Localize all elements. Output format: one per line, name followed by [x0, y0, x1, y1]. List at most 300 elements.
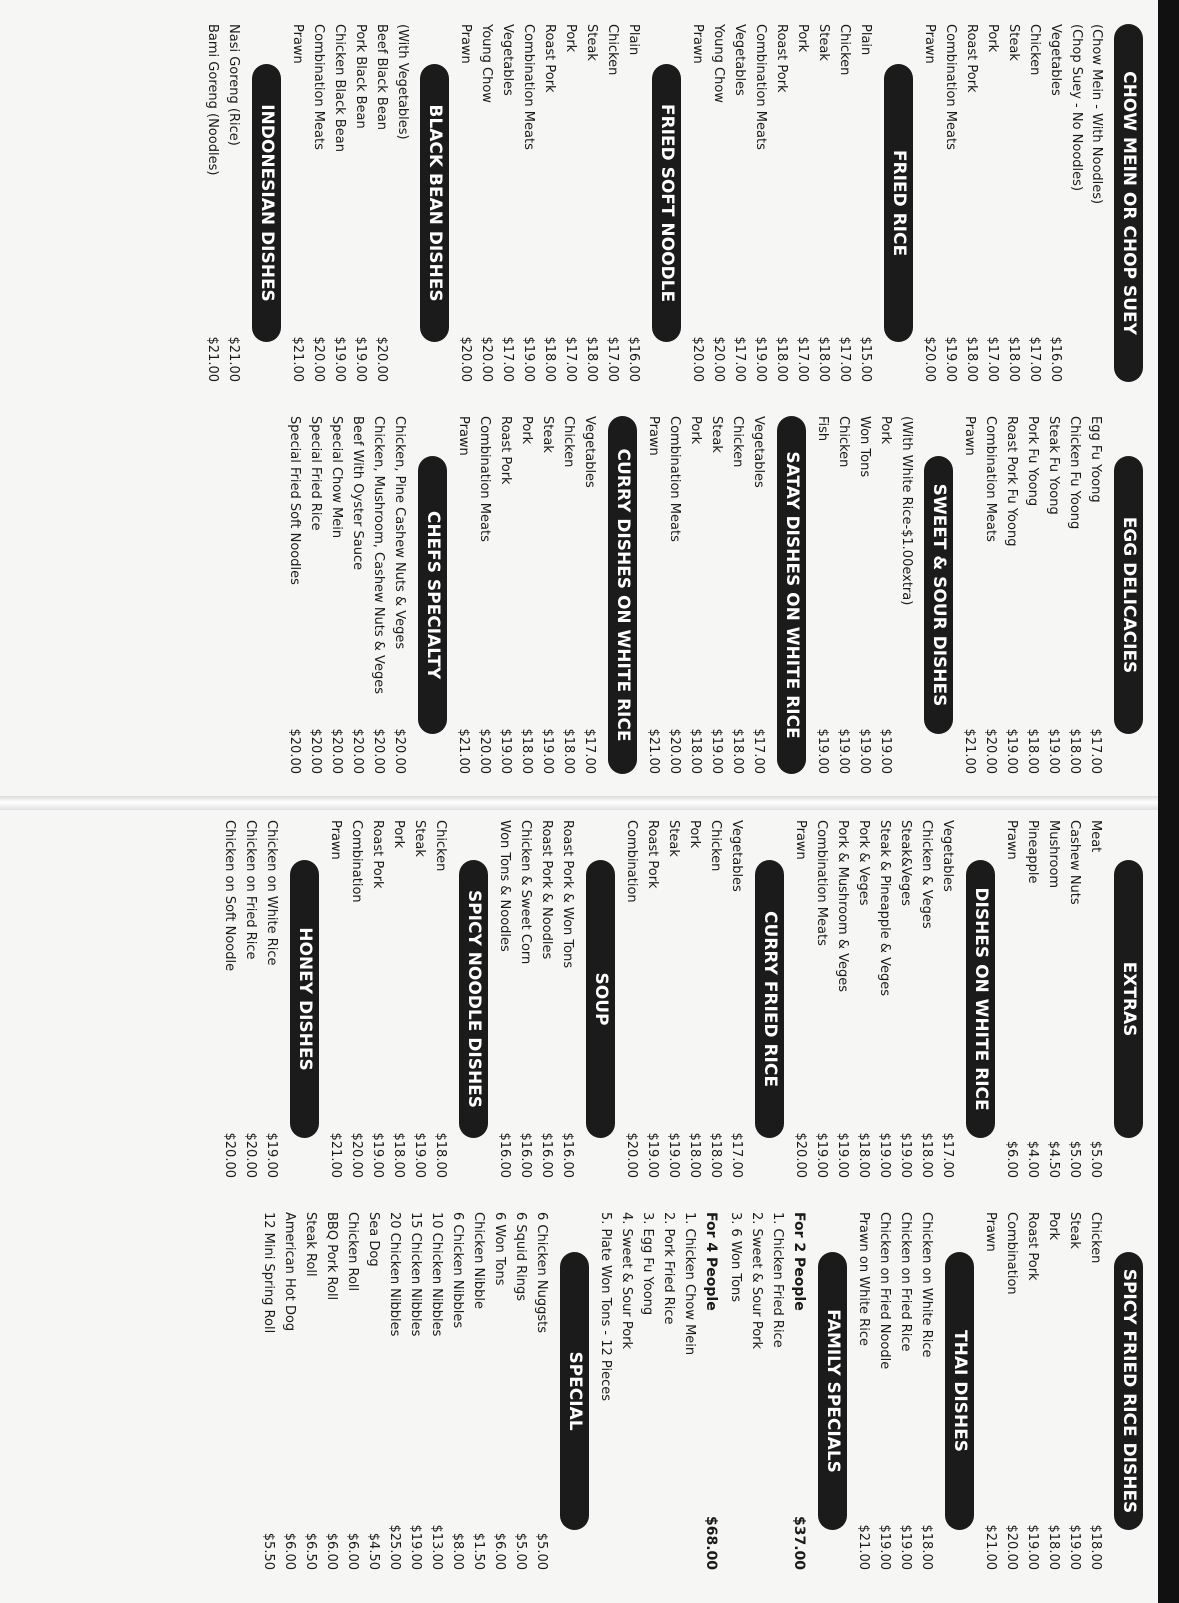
menu-item-row [510, 1212, 531, 1570]
menu-item-row [874, 1212, 895, 1570]
menu-item-name: 20 Chicken Nibbles [387, 1212, 402, 1337]
menu-item-price: $19.00 [877, 1524, 892, 1570]
section-header: THAI DISHES [945, 1252, 974, 1530]
menu-item-price: $20.00 [624, 1132, 639, 1178]
menu-item-row [363, 1212, 384, 1570]
menu-item-price: $17.00 [729, 1132, 744, 1178]
menu-item-price: $4.50 [366, 1532, 381, 1570]
menu-item-row [219, 820, 240, 1178]
menu-item-name: Chicken on White Rice [264, 820, 279, 966]
menu-item-name: Prawn [690, 24, 705, 64]
menu-item-price: $17.00 [1027, 336, 1042, 382]
menu-item-row [685, 416, 706, 774]
menu-item-name: Chicken & Veges [919, 820, 934, 929]
menu-item-name: Chicken on Fried Rice [243, 820, 258, 960]
menu-item-row [813, 24, 834, 382]
menu-item-price: $18.00 [519, 728, 534, 774]
menu-item-name: Chicken & Sweet Corn [518, 820, 533, 965]
section-note: (Chop Suey - No Noodles) [1069, 24, 1084, 192]
menu-item-price: $20.00 [371, 728, 386, 774]
menu-item-name: Prawn [1004, 820, 1019, 860]
menu-item-price: $18.00 [584, 336, 599, 382]
menu-item-name: Beef With Oyster Sauce [350, 416, 365, 571]
menu-item-price: $20.00 [1004, 1524, 1019, 1570]
section-fried-soft-noodle [455, 24, 681, 382]
menu-item-name: Pork [563, 24, 578, 53]
menu-item-row [557, 820, 578, 1178]
menu-item-name: Vegetables [729, 820, 744, 892]
menu-item-price: $20.00 [983, 728, 998, 774]
section-header: CHOW MEIN OR CHOP SUEY [1114, 24, 1143, 382]
section-header: SPICY NOODLE DISHES [459, 860, 488, 1138]
menu-item-row [447, 1212, 468, 1570]
menu-item-row [455, 24, 476, 382]
menu-item-price: $19.00 [878, 728, 893, 774]
menu-item-name: Steak [1067, 1212, 1082, 1249]
menu-item-name: Young Chow [479, 24, 494, 103]
menu-item-price: $20.00 [374, 336, 389, 382]
menu-item-row [623, 24, 644, 382]
menu-item-price: $18.00 [856, 1132, 871, 1178]
menu-item-name: 15 Chicken Nibbles [408, 1212, 423, 1337]
menu-item-price: $18.00 [816, 336, 831, 382]
menu-item-price: $17.00 [732, 336, 747, 382]
menu-item-row [853, 820, 874, 1178]
menu-item-row [240, 820, 261, 1178]
menu-item-name: Vegetables [940, 820, 955, 892]
menu-item-name: Chicken on Soft Noodle [222, 820, 237, 972]
section-header: INDONESIAN DISHES [252, 64, 281, 342]
menu-item-price: $18.00 [391, 1132, 406, 1178]
menu-item-row [329, 24, 350, 382]
menu-item-name: Combination [624, 820, 639, 903]
menu-item-name: Pork & Mushroom & Veges [835, 820, 850, 993]
menu-item-row [684, 820, 705, 1178]
menu-item-name: Prawn [328, 820, 343, 860]
menu-item-price: $19.00 [898, 1524, 913, 1570]
menu-item-row [726, 820, 747, 1178]
menu-item-name: Pork & Veges [856, 820, 871, 906]
menu-item-name: 12 Mini Spring Roll [261, 1212, 276, 1334]
menu-item-row [834, 24, 855, 382]
section-chow-mein [919, 24, 1143, 382]
section-header: CURRY FRIED RICE [755, 860, 784, 1138]
family-special-item: 3. 6 Won Tons [728, 1212, 743, 1303]
section-egg-delicacies [959, 416, 1143, 774]
menu-item-row [284, 416, 305, 774]
menu-item-price: $19.00 [645, 1132, 660, 1178]
menu-item-row [750, 24, 771, 382]
menu-item-name: Steak Fu Yoong [1046, 416, 1061, 515]
menu-column-2 [21, 408, 1179, 782]
menu-item-row [539, 24, 560, 382]
section-satay [643, 416, 806, 774]
menu-item-name: Pork [795, 24, 810, 53]
menu-item-price: $17.00 [985, 336, 1000, 382]
menu-item-name: Prawn on White Rice [856, 1212, 871, 1346]
menu-item-row [959, 416, 980, 774]
menu-item-price: $18.00 [1088, 1524, 1103, 1570]
menu-item-row [916, 1212, 937, 1570]
menu-item-row [287, 24, 308, 382]
menu-item-name: Combination Meats [477, 416, 492, 542]
section-special [258, 1212, 589, 1570]
menu-item-name: BBQ Pork Roll [324, 1212, 339, 1301]
menu-item-price: $21.00 [856, 1524, 871, 1570]
menu-item-price: $16.00 [626, 336, 641, 382]
menu-item-price: $19.00 [412, 1132, 427, 1178]
menu-item-row [832, 820, 853, 1178]
menu-item-row [367, 820, 388, 1178]
menu-item-price: $20.00 [667, 728, 682, 774]
menu-item-row [1001, 820, 1022, 1178]
menu-item-row [258, 1212, 279, 1570]
menu-item-row [812, 416, 833, 774]
section-spicy-fried-rice [980, 1212, 1143, 1570]
menu-item-row [687, 24, 708, 382]
menu-item-name: 10 Chicken Nibbles [429, 1212, 444, 1337]
menu-item-name: Pork [985, 24, 1000, 53]
menu-item-row [371, 24, 392, 382]
menu-item-row [489, 1212, 510, 1570]
menu-item-name: Steak [412, 820, 427, 857]
menu-item-name: Combination Meats [311, 24, 326, 150]
menu-item-name: Won Tons & Noodles [497, 820, 512, 952]
menu-item-name: Steak [540, 416, 555, 453]
menu-item-name: Steak & Pineapple & Veges [877, 820, 892, 997]
menu-item-price: $17.00 [837, 336, 852, 382]
section-dishes-white-rice [790, 820, 995, 1178]
menu-item-name: Chicken Nibble [471, 1212, 486, 1309]
menu-item-name: Vegetables [732, 24, 747, 96]
section-header: SOUP [586, 860, 615, 1138]
section-indonesian [202, 24, 281, 382]
menu-item-name: Pineapple [1025, 820, 1040, 884]
menu-item-price: $18.00 [1046, 1524, 1061, 1570]
section-soup [494, 820, 615, 1178]
menu-item-row [388, 820, 409, 1178]
menu-item-row [494, 820, 515, 1178]
menu-item-row [384, 1212, 405, 1570]
menu-column-3 [21, 812, 1179, 1186]
menu-item-name: 6 Chicken Nibbles [450, 1212, 465, 1329]
menu-item-price: $16.00 [539, 1132, 554, 1178]
menu-item-row [558, 416, 579, 774]
menu-item-price: $19.00 [666, 1132, 681, 1178]
menu-item-price: $6.50 [303, 1532, 318, 1570]
menu-item-price: $19.00 [1025, 1524, 1040, 1570]
menu-item-name: Pork [878, 416, 893, 445]
menu-item-price: $20.00 [479, 336, 494, 382]
menu-item-row [1085, 416, 1106, 774]
menu-item-name: Prawn [456, 416, 471, 456]
menu-item-price: $18.00 [708, 1132, 723, 1178]
section-spicy-noodle [325, 820, 488, 1178]
menu-item-name: Prawn [922, 24, 937, 64]
menu-item-row [854, 416, 875, 774]
menu-item-name: Pork [519, 416, 534, 445]
menu-item-name: Steak [666, 820, 681, 857]
menu-item-name: Chicken [730, 416, 745, 468]
menu-item-price: $6.00 [345, 1532, 360, 1570]
menu-item-price: $20.00 [350, 728, 365, 774]
menu-item-price: $20.00 [349, 1132, 364, 1178]
menu-item-price: $8.00 [450, 1532, 465, 1570]
menu-item-name: Steak [584, 24, 599, 61]
menu-item-row [811, 820, 832, 1178]
menu-item-row [937, 820, 958, 1178]
menu-item-price: $25.00 [387, 1524, 402, 1570]
menu-item-row [515, 820, 536, 1178]
menu-item-name: Chicken on White Rice [919, 1212, 934, 1358]
menu-item-price: $19.00 [521, 336, 536, 382]
section-header: FAMILY SPECIALS [818, 1252, 847, 1530]
menu-item-row [853, 1212, 874, 1570]
menu-column-1 [21, 16, 1179, 390]
menu-item-name: Steak [816, 24, 831, 61]
menu-item-row [581, 24, 602, 382]
menu-item-row [536, 820, 557, 1178]
menu-item-name: Roast Pork & Won Tons [560, 820, 575, 969]
menu-item-name: Fish [815, 416, 830, 442]
menu-item-price: $18.00 [542, 336, 557, 382]
family-special-item: 2. Sweet & Sour Pork [749, 1212, 764, 1350]
menu-item-price: $17.00 [795, 336, 810, 382]
menu-item-name: Pork [688, 416, 703, 445]
menu-item-price: $18.00 [433, 1132, 448, 1178]
menu-item-name: Chicken [836, 416, 851, 468]
menu-item-row [1045, 24, 1066, 382]
menu-item-name: Chicken [1088, 1212, 1103, 1264]
menu-item-name: Roast Pork [1025, 1212, 1040, 1281]
family-special-item: 4. Sweet & Sour Pork [619, 1212, 634, 1350]
menu-item-name: Combination [349, 820, 364, 903]
section-curry-white-rice [453, 416, 637, 774]
menu-item-row [875, 416, 896, 774]
menu-item-name: Chicken [433, 820, 448, 872]
menu-item-name: Nasi Goreng (Rice) [226, 24, 241, 146]
menu-item-price: $6.00 [324, 1532, 339, 1570]
menu-item-price: $18.00 [1006, 336, 1021, 382]
menu-item-name: Roast Pork [964, 24, 979, 93]
menu-item-price: $20.00 [392, 728, 407, 774]
menu-item-name: Chicken Black Bean [332, 24, 347, 152]
menu-item-row [961, 24, 982, 382]
menu-item-name: Chicken, Mushroom, Cashew Nuts & Veges [371, 416, 386, 694]
menu-item-price: $21.00 [962, 728, 977, 774]
menu-item-price: $19.00 [753, 336, 768, 382]
menu-item-name: Chicken on Fried Rice [898, 1212, 913, 1352]
menu-item-price: $19.00 [540, 728, 555, 774]
menu-item-price: $18.00 [964, 336, 979, 382]
family-special-item: 3. Egg Fu Yoong [640, 1212, 655, 1316]
menu-item-row [855, 24, 876, 382]
menu-item-row [308, 24, 329, 382]
menu-item-row [642, 820, 663, 1178]
menu-item-price: $20.00 [329, 728, 344, 774]
menu-item-name: Pork [687, 820, 702, 849]
menu-item-name: Egg Fu Yoong [1088, 416, 1103, 503]
menu-item-row [325, 820, 346, 1178]
menu-item-price: $18.00 [687, 1132, 702, 1178]
menu-item-row [497, 24, 518, 382]
menu-item-row [346, 820, 367, 1178]
menu-item-name: Steak Roll [303, 1212, 318, 1277]
menu-item-price: $21.00 [328, 1132, 343, 1178]
family-for-2-price: $37.00 [791, 1515, 807, 1570]
menu-item-row [940, 24, 961, 382]
menu-item-name: Beef Black Bean [374, 24, 389, 131]
menu-item-row [748, 416, 769, 774]
menu-item-price: $21.00 [290, 336, 305, 382]
section-curry-fried-rice [621, 820, 784, 1178]
menu-item-price: $19.00 [498, 728, 513, 774]
menu-item-row [621, 820, 642, 1178]
menu-item-row [279, 1212, 300, 1570]
menu-item-name: Mushroom [1046, 820, 1061, 889]
menu-item-price: $19.00 [943, 336, 958, 382]
menu-item-row [389, 416, 410, 774]
menu-item-row [1022, 820, 1043, 1178]
menu-item-row [476, 24, 497, 382]
section-header: BLACK BEAN DISHES [420, 64, 449, 342]
section-note: (With Vegetables) [395, 24, 410, 140]
menu-item-row [1085, 1212, 1106, 1570]
menu-item-row [1064, 416, 1085, 774]
menu-item-row [430, 820, 451, 1178]
menu-item-name: Chicken [1027, 24, 1042, 76]
menu-item-row [409, 820, 430, 1178]
menu-item-price: $20.00 [287, 728, 302, 774]
section-thai [853, 1212, 974, 1570]
menu-item-name: Special Chow Mein [329, 416, 344, 539]
menu-item-row [771, 24, 792, 382]
menu-item-name: Pork [1046, 1212, 1061, 1241]
menu-item-price: $18.00 [919, 1524, 934, 1570]
menu-column-4 [21, 1204, 1179, 1578]
menu-item-price: $5.50 [261, 1532, 276, 1570]
menu-item-row [531, 1212, 552, 1570]
menu-item-price: $20.00 [222, 1132, 237, 1178]
menu-item-row [453, 416, 474, 774]
section-header: SPICY FRIED RICE DISHES [1114, 1252, 1143, 1530]
menu-item-row [1001, 1212, 1022, 1570]
menu-item-row [1001, 416, 1022, 774]
menu-item-price: $5.00 [1067, 1140, 1082, 1178]
menu-item-name: Combination [1004, 1212, 1019, 1295]
menu-item-name: Chicken, Pine Cashew Nuts & Veges [392, 416, 407, 650]
menu-item-price: $18.00 [561, 728, 576, 774]
menu-item-name: Roast Pork [498, 416, 513, 485]
menu-item-row [368, 416, 389, 774]
section-header: FRIED RICE [884, 64, 913, 342]
section-header: EGG DELICACIES [1114, 456, 1143, 734]
menu-item-row [516, 416, 537, 774]
menu-item-row [321, 1212, 342, 1570]
section-header: SWEET & SOUR DISHES [924, 456, 953, 734]
menu-item-name: Chicken [708, 820, 723, 872]
menu-item-row [326, 416, 347, 774]
menu-item-name: Young Chow [711, 24, 726, 103]
menu-item-price: $6.00 [1004, 1140, 1019, 1178]
menu-item-name: Combination Meats [521, 24, 536, 150]
menu-item-row [474, 416, 495, 774]
menu-item-name: Pork [391, 820, 406, 849]
menu-item-price: $17.00 [500, 336, 515, 382]
section-note: (With White Rice-$1.00extra) [899, 416, 914, 606]
menu-item-price: $21.00 [983, 1524, 998, 1570]
section-honey [219, 820, 319, 1178]
menu-item-price: $19.00 [353, 336, 368, 382]
menu-item-price: $21.00 [205, 336, 220, 382]
menu-item-row [643, 416, 664, 774]
menu-item-row [537, 416, 558, 774]
menu-item-name: Vegetables [582, 416, 597, 488]
family-special-item: 5. Plate Won Tons - 12 Pieces [598, 1212, 613, 1402]
menu-item-price: $19.00 [1046, 728, 1061, 774]
menu-panel-right [21, 812, 1179, 1602]
section-sweet-sour [812, 416, 953, 774]
menu-item-price: $16.00 [497, 1132, 512, 1178]
menu-item-price: $19.00 [814, 1132, 829, 1178]
menu-item-price: $19.00 [264, 1132, 279, 1178]
menu-item-row [1024, 24, 1045, 382]
section-header: FRIED SOFT NOODLE [652, 64, 681, 342]
menu-item-price: $13.00 [429, 1524, 444, 1570]
menu-item-row [663, 820, 684, 1178]
menu-item-row [1022, 416, 1043, 774]
menu-item-price: $19.00 [815, 728, 830, 774]
menu-item-row [792, 24, 813, 382]
menu-item-price: $19.00 [332, 336, 347, 382]
menu-item-row [705, 820, 726, 1178]
menu-item-row [1022, 1212, 1043, 1570]
menu-item-name: Chicken [837, 24, 852, 76]
menu-item-price: $21.00 [226, 336, 241, 382]
section-header: HONEY DISHES [290, 860, 319, 1138]
menu-item-name: Chicken Roll [345, 1212, 360, 1292]
family-special-item: 2. Pork Fried Rice [661, 1212, 676, 1325]
menu-item-name: Pork Fu Yoong [1025, 416, 1040, 507]
section-header: SPECIAL [560, 1252, 589, 1530]
menu-item-row [1043, 820, 1064, 1178]
menu-item-price: $18.00 [774, 336, 789, 382]
menu-item-price: $19.00 [370, 1132, 385, 1178]
menu-item-price: $20.00 [711, 336, 726, 382]
menu-item-row [602, 24, 623, 382]
menu-item-row [347, 416, 368, 774]
section-chefs-specialty [284, 416, 447, 774]
menu-item-name: Steak&Veges [898, 820, 913, 906]
menu-item-price: $20.00 [308, 728, 323, 774]
menu-item-row [518, 24, 539, 382]
menu-item-price: $19.00 [857, 728, 872, 774]
section-fried-rice [687, 24, 913, 382]
menu-item-name: Roast Pork [645, 820, 660, 889]
menu-item-name: Chicken Fu Yoong [1067, 416, 1082, 530]
menu-item-name: Prawn [646, 416, 661, 456]
menu-item-name: Plain [858, 24, 873, 56]
menu-item-name: Vegetables [500, 24, 515, 96]
menu-item-price: $19.00 [877, 1132, 892, 1178]
menu-item-row [664, 416, 685, 774]
menu-item-name: Prawn [962, 416, 977, 456]
menu-item-price: $19.00 [709, 728, 724, 774]
menu-panel-left [21, 16, 1179, 806]
menu-item-price: $15.00 [858, 336, 873, 382]
menu-item-price: $18.00 [1067, 728, 1082, 774]
menu-item-name: Steak [709, 416, 724, 453]
